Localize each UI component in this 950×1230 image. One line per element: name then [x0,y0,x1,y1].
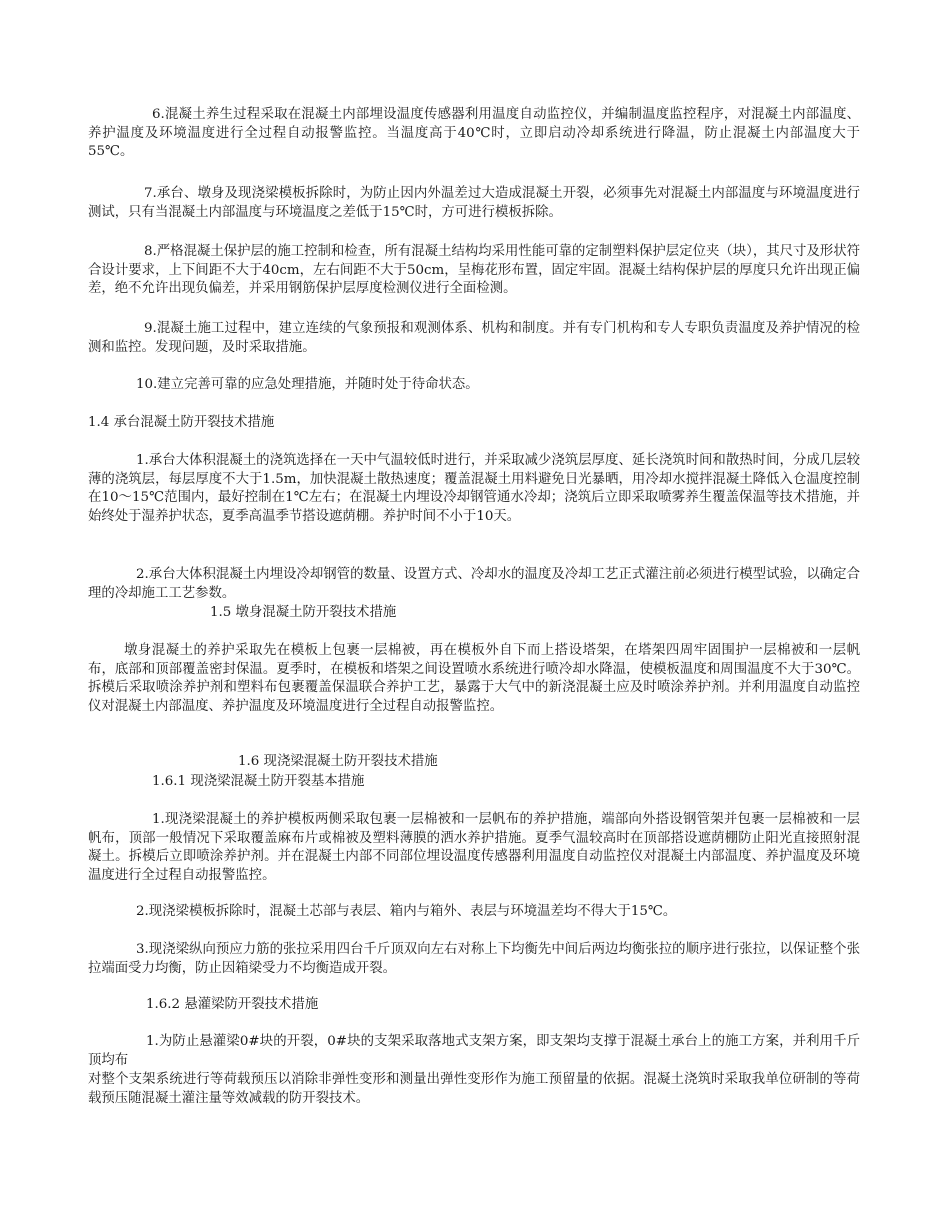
paragraph-1-4-item-2: 2.承台大体积混凝土内埋设冷却钢管的数量、设置方式、冷却水的温度及冷却工艺正式灌注前必须进行模型试验，以确定合理的冷却施工工艺参数。 [88,567,860,601]
paragraph-8: 8.严格混凝土保护层的施工控制和检查，所有混凝土结构均采用性能可靠的定制塑料保护层定位夹（块），其尺寸及形状符合设计要求，上下间距不大于40cm，左右间距不大于50cm，呈梅花形布置，固定牢固。混凝土结构保护层的厚度只允许出现正偏差，绝不允许出现负偏差，并采用钢筋保护层厚度检测仪进行全面检测。 [88,244,860,296]
paragraph-1-6-1-item-2: 2.现浇梁模板拆除时，混凝土芯部与表层、箱内与箱外、表层与环境温差均不得大于15℃。 [136,904,677,919]
paragraph-10: 10.建立完善可靠的应急处理措施，并随时处于待命状态。 [136,377,479,392]
section-heading-1-5: 1.5 墩身混凝土防开裂技术措施 [210,605,397,620]
paragraph-1-6-2-item-1: 1.为防止悬灌梁0#块的开裂，0#块的支架采取落地式支架方案，即支架均支撑于混凝土承台上的施工方案，并利用千斤顶均布 [88,1034,860,1068]
paragraph-6: 6.混凝土养生过程采取在混凝土内部埋设温度传感器利用温度自动监控仪，并编制温度监控程序，对混凝土内部温度、养护温度及环境温度进行全过程自动报警监控。当温度高于40℃时，立即启动冷却系统进行降温，防止混凝土内部温度大于55℃。 [88,107,860,159]
paragraph-1-6-2-item-1-cont: 对整个支架系统进行等荷载预压以消除非弹性变形和测量出弹性变形作为施工预留量的依据。混凝土浇筑时采取我单位研制的等荷载预压随混凝土灌注量等效减载的防开裂技术。 [88,1072,860,1106]
paragraph-1-5-body: 墩身混凝土的养护采取先在模板上包裹一层棉被，再在模板外自下而上搭设塔架，在塔架四周牢固围护一层棉被和一层帆布，底部和顶部覆盖密封保温。夏季时，在模板和塔架之间设置喷水系统进行喷冷却水降温，使模板温度和周围温度不大于30℃。拆模后采取喷涂养护剂和塑料布包裹覆盖保温联合养护工艺，暴露于大气中的新浇混凝土应及时喷涂养护剂。并利用温度自动监控仪对混凝土内部温度、养护温度及环境温度进行全过程自动报警监控。 [88,643,860,714]
paragraph-9: 9.混凝土施工过程中，建立连续的气象预报和观测体系、机构和制度。并有专门机构和专人专职负责温度及养护情况的检测和监控。发现问题，及时采取措施。 [88,321,860,355]
section-heading-1-6-1: 1.6.1 现浇梁混凝土防开裂基本措施 [152,774,365,789]
section-heading-1-6-2: 1.6.2 悬灌梁防开裂技术措施 [146,997,319,1012]
paragraph-1-6-1-item-3: 3.现浇梁纵向预应力筋的张拉采用四台千斤顶双向左右对称上下均衡先中间后两边均衡张拉的顺序进行张拉，以保证整个张拉端面受力均衡，防止因箱梁受力不均衡造成开裂。 [88,942,860,976]
paragraph-1-4-item-1: 1.承台大体积混凝土的浇筑选择在一天中气温较低时进行，并采取减少浇筑层厚度、延长浇筑时间和散热时间，分成几层较薄的浇筑层，每层厚度不大于1.5m，加快混凝土散热速度；覆盖混凝土用料避免日光暴晒，用冷却水搅拌混凝土降低入仓温度控制在10～15℃范围内，最好控制在1℃左右；在混凝土内埋设冷却钢管通水冷却；浇筑后立即采取喷雾养生覆盖保温等技术措施，并始终处于湿养护状态，夏季高温季节搭设遮荫棚。养护时间不小于10天。 [88,453,860,524]
paragraph-1-6-1-item-1: 1.现浇梁混凝土的养护模板两侧采取包裹一层棉被和一层帆布的养护措施，端部向外搭设钢管架并包裹一层棉被和一层帆布，顶部一般情况下采取覆盖麻布片或棉被及塑料薄膜的洒水养护措施。夏季气温较高时在顶部搭设遮荫棚防止阳光直接照射混凝土。拆模后立即喷涂养护剂。并在混凝土内部不同部位埋设温度传感器利用温度自动监控仪对混凝土内部温度、养护温度及环境温度进行全过程自动报警监控。 [88,812,860,883]
paragraph-7: 7.承台、墩身及现浇梁模板拆除时，为防止因内外温差过大造成混凝土开裂，必须事先对混凝土内部温度与环境温度进行测试，只有当混凝土内部温度与环境温度之差低于15℃时，方可进行模板拆除。 [88,186,860,220]
section-heading-1-4: 1.4 承台混凝土防开裂技术措施 [88,415,275,430]
section-heading-1-6: 1.6 现浇梁混凝土防开裂技术措施 [238,754,438,769]
